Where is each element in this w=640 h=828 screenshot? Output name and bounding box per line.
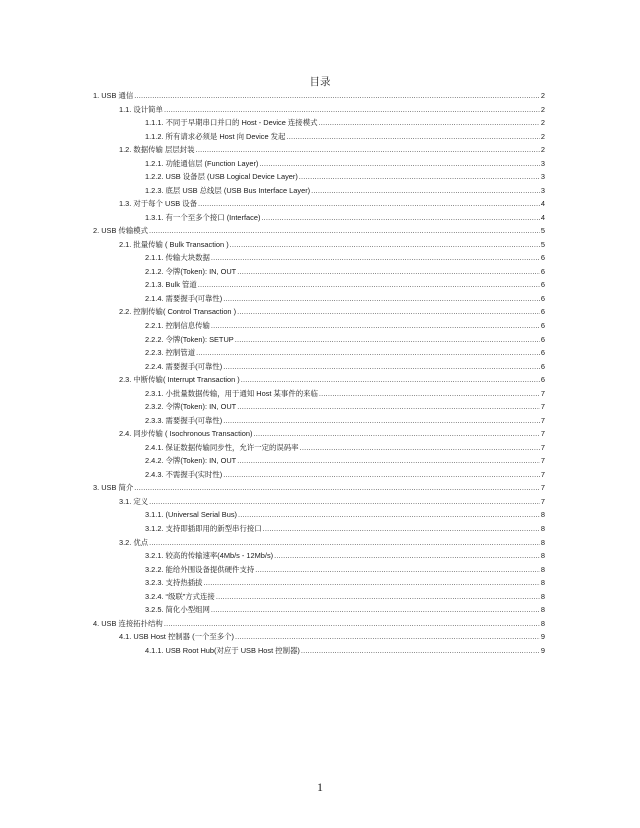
toc-entry-title: 1.1.1. 不同于早期串口并口的 Host - Device 连接模式 (145, 118, 318, 128)
toc-entry-title: 1.1.2. 所有请求必须是 Host 向 Device 发起 (145, 131, 286, 141)
toc-entry-title: 3.1.2. 支持即插即用的新型串行接口 (145, 523, 262, 533)
toc-entry-title: 3.1. 定义 (119, 496, 149, 506)
toc-entry-title: 1.2.1. 功能通信层 (Function Layer) (145, 158, 259, 168)
toc-entry-title: 2.4.2. 令牌(Token): IN, OUT (145, 456, 237, 466)
toc-entry[interactable] (93, 130, 545, 144)
dot-leader (300, 441, 540, 455)
dot-leader (301, 644, 540, 658)
toc-entry-title: 3.2.1. 较高的传输速率(4Mb/s - 12Mb/s) (145, 551, 274, 561)
toc-entry-title: 1.1. 设计简单 (119, 104, 163, 114)
toc-entry-page: 8 (540, 578, 545, 588)
toc-entry[interactable] (93, 292, 545, 306)
dot-leader (198, 197, 540, 211)
dot-leader (211, 319, 540, 333)
toc-entry-title: 2.1.2. 令牌(Token): IN, OUT (145, 266, 237, 276)
dot-leader (198, 278, 540, 292)
toc-entry-page: 8 (540, 551, 545, 561)
dot-leader (237, 400, 540, 414)
toc-entry-title: 2.3. 中断传输( Interrupt Transaction ) (119, 375, 240, 385)
toc-entry-page: 6 (540, 348, 545, 358)
toc-entry-page: 8 (540, 523, 545, 533)
toc-entry-title: 2.1.4. 需要握手(可靠性) (145, 293, 223, 303)
dot-leader (299, 170, 540, 184)
toc-entry-page: 2 (540, 118, 545, 128)
toc-entry-title: 2.1. 批量传输 ( Bulk Transaction ) (119, 239, 229, 249)
toc-entry[interactable] (93, 251, 545, 265)
toc-entry[interactable] (93, 644, 545, 658)
toc-entry-title: 2.3.1. 小批量数据传输，用于通知 Host 某事件的来临 (145, 388, 318, 398)
toc-entry-page: 5 (540, 226, 545, 236)
dot-leader (230, 238, 540, 252)
toc-entry-page: 2 (540, 90, 545, 100)
toc-entry-page: 6 (540, 361, 545, 371)
toc-entry-title: 2.4. 同步传输 ( Isochronous Transaction) (119, 429, 253, 439)
toc-entry-page: 6 (540, 375, 545, 385)
toc-entry[interactable] (93, 373, 545, 387)
toc-entry-page: 8 (540, 564, 545, 574)
toc-entry[interactable] (93, 400, 545, 414)
toc-entry-page: 8 (540, 605, 545, 615)
dot-leader (318, 116, 539, 130)
toc-entry[interactable] (93, 184, 545, 198)
toc-entry-page: 2 (540, 145, 545, 155)
toc-entry-title: 2. USB 传输模式 (93, 226, 149, 236)
toc-entry-page: 8 (540, 591, 545, 601)
dot-leader (211, 251, 540, 265)
toc-entry-page: 7 (540, 429, 545, 439)
dot-leader (286, 130, 539, 144)
dot-leader (164, 617, 540, 631)
toc-entry-page: 8 (540, 537, 545, 547)
toc-entry[interactable] (93, 116, 545, 130)
toc-entry-page: 2 (540, 131, 545, 141)
toc-entry[interactable] (93, 265, 545, 279)
dot-leader (261, 211, 539, 225)
toc-entry[interactable] (93, 197, 545, 211)
dot-leader (235, 333, 540, 347)
toc-entry-page: 6 (540, 321, 545, 331)
toc-entry-title: 1.2. 数据传输 层层封装 (119, 145, 195, 155)
dot-leader (149, 495, 540, 509)
toc-entry[interactable] (93, 306, 545, 320)
toc-entry-page: 9 (540, 645, 545, 655)
toc-entry-title: 1.2.3. 底层 USB 总线层 (USB Bus Interface Layer) (145, 185, 311, 195)
toc-entry-title: 1.3.1. 有一个至多个接口 (Interface) (145, 212, 261, 222)
toc-entry[interactable] (93, 590, 545, 604)
toc-entry-title: 3.2.4. “级联”方式连接 (145, 591, 215, 601)
page-title: 目录 (309, 77, 331, 88)
toc-entry-title: 3.1.1. (Universal Serial Bus) (145, 510, 238, 520)
toc-entry-title: 2.4.1. 保证数据传输同步性，允许一定的误码率 (145, 442, 299, 452)
dot-leader (223, 468, 540, 482)
toc-entry[interactable] (93, 143, 545, 157)
toc-entry-page: 8 (540, 618, 545, 628)
toc-entry-page: 6 (540, 293, 545, 303)
toc-entry[interactable] (93, 563, 545, 577)
toc-entry[interactable] (93, 333, 545, 347)
dot-leader (223, 360, 540, 374)
toc-entry[interactable] (93, 576, 545, 590)
toc-entry-title: 3.2. 优点 (119, 537, 149, 547)
toc-entry-title: 4.1.1. USB Root Hub(对应于 USB Host 控制器) (145, 645, 300, 655)
dot-leader (259, 157, 540, 171)
page-number: 1 (317, 780, 323, 794)
dot-leader (216, 590, 540, 604)
toc-entry-page: 5 (540, 239, 545, 249)
toc-entry[interactable] (93, 468, 545, 482)
toc-entry-page: 2 (540, 104, 545, 114)
toc-entry[interactable] (93, 103, 545, 117)
toc-entry-page: 9 (540, 632, 545, 642)
toc-entry-page: 6 (540, 334, 545, 344)
toc-entry[interactable] (93, 157, 545, 171)
dot-leader (211, 603, 540, 617)
toc-entry-page: 3 (540, 158, 545, 168)
toc-entry[interactable] (93, 211, 545, 225)
dot-leader (238, 508, 540, 522)
toc-entry[interactable] (93, 319, 545, 333)
dot-leader (241, 373, 540, 387)
dot-leader (319, 387, 540, 401)
toc-entry[interactable] (93, 387, 545, 401)
toc-entry[interactable] (93, 630, 545, 644)
dot-leader (255, 563, 540, 577)
toc-entry-title: 2.3.3. 需要握手(可靠性) (145, 415, 223, 425)
dot-leader (164, 103, 540, 117)
toc-entry[interactable] (93, 346, 545, 360)
toc-entry-page: 7 (540, 415, 545, 425)
toc-entry[interactable] (93, 238, 545, 252)
toc-entry-title: 2.2. 控制传输( Control Transaction ) (119, 307, 237, 317)
dot-leader (237, 454, 540, 468)
dot-leader (263, 522, 540, 536)
toc-entry-page: 3 (540, 185, 545, 195)
table-of-contents (93, 89, 545, 657)
toc-entry[interactable] (93, 454, 545, 468)
toc-entry-page: 7 (540, 496, 545, 506)
toc-entry[interactable] (93, 536, 545, 550)
toc-entry-page: 7 (540, 456, 545, 466)
toc-entry[interactable] (93, 549, 545, 563)
toc-entry[interactable] (93, 414, 545, 428)
toc-entry[interactable] (93, 508, 545, 522)
dot-leader (149, 224, 540, 238)
dot-leader (237, 265, 540, 279)
toc-entry-page: 7 (540, 388, 545, 398)
toc-entry-title: 2.1.1. 传输大块数据 (145, 253, 210, 263)
dot-leader (235, 630, 540, 644)
dot-leader (149, 536, 540, 550)
toc-entry-title: 2.2.3. 控制管道 (145, 348, 196, 358)
dot-leader (134, 481, 540, 495)
toc-entry-title: 3. USB 简介 (93, 483, 134, 493)
toc-entry-title: 2.4.3. 不需握手(实时性) (145, 469, 223, 479)
toc-entry[interactable] (93, 278, 545, 292)
dot-leader (204, 576, 540, 590)
toc-entry-title: 2.3.2. 令牌(Token): IN, OUT (145, 402, 237, 412)
dot-leader (223, 292, 540, 306)
dot-leader (134, 89, 540, 103)
toc-entry-page: 3 (540, 172, 545, 182)
toc-entry[interactable] (93, 224, 545, 238)
toc-entry-page: 6 (540, 307, 545, 317)
toc-entry-title: 2.1.3. Bulk 管道 (145, 280, 197, 290)
toc-entry-title: 1. USB 通信 (93, 90, 134, 100)
toc-entry[interactable] (93, 481, 545, 495)
toc-entry-title: 3.2.3. 支持热插拔 (145, 578, 203, 588)
toc-entry[interactable] (93, 89, 545, 103)
dot-leader (196, 143, 540, 157)
dot-leader (223, 414, 540, 428)
toc-entry-title: 1.2.2. USB 设备层 (USB Logical Device Layer) (145, 172, 298, 182)
toc-entry[interactable] (93, 427, 545, 441)
dot-leader (274, 549, 540, 563)
toc-entry[interactable] (93, 441, 545, 455)
toc-entry[interactable] (93, 617, 545, 631)
dot-leader (311, 184, 540, 198)
toc-entry[interactable] (93, 170, 545, 184)
toc-entry-title: 4.1. USB Host 控制器 (一个至多个) (119, 632, 234, 642)
toc-entry-page: 7 (540, 402, 545, 412)
toc-entry[interactable] (93, 603, 545, 617)
dot-leader (237, 306, 540, 320)
toc-entry-title: 3.2.5. 简化小型组网 (145, 605, 210, 615)
dot-leader (254, 427, 540, 441)
toc-entry-title: 4. USB 连接拓扑结构 (93, 618, 163, 628)
toc-entry-page: 6 (540, 253, 545, 263)
toc-entry[interactable] (93, 360, 545, 374)
toc-entry-page: 4 (540, 212, 545, 222)
toc-entry-page: 7 (540, 469, 545, 479)
toc-entry-page: 6 (540, 266, 545, 276)
toc-entry-page: 8 (540, 510, 545, 520)
toc-entry-title: 2.2.1. 控制信息传输 (145, 321, 210, 331)
toc-entry-title: 1.3. 对于每个 USB 设备 (119, 199, 198, 209)
toc-entry-page: 4 (540, 199, 545, 209)
toc-entry-title: 2.2.2. 令牌(Token): SETUP (145, 334, 234, 344)
toc-entry[interactable] (93, 495, 545, 509)
toc-entry[interactable] (93, 522, 545, 536)
dot-leader (196, 346, 540, 360)
toc-entry-title: 3.2.2. 能给外围设备提供硬件支持 (145, 564, 255, 574)
toc-entry-page: 7 (540, 442, 545, 452)
toc-entry-page: 7 (540, 483, 545, 493)
toc-entry-title: 2.2.4. 需要握手(可靠性) (145, 361, 223, 371)
toc-entry-page: 6 (540, 280, 545, 290)
